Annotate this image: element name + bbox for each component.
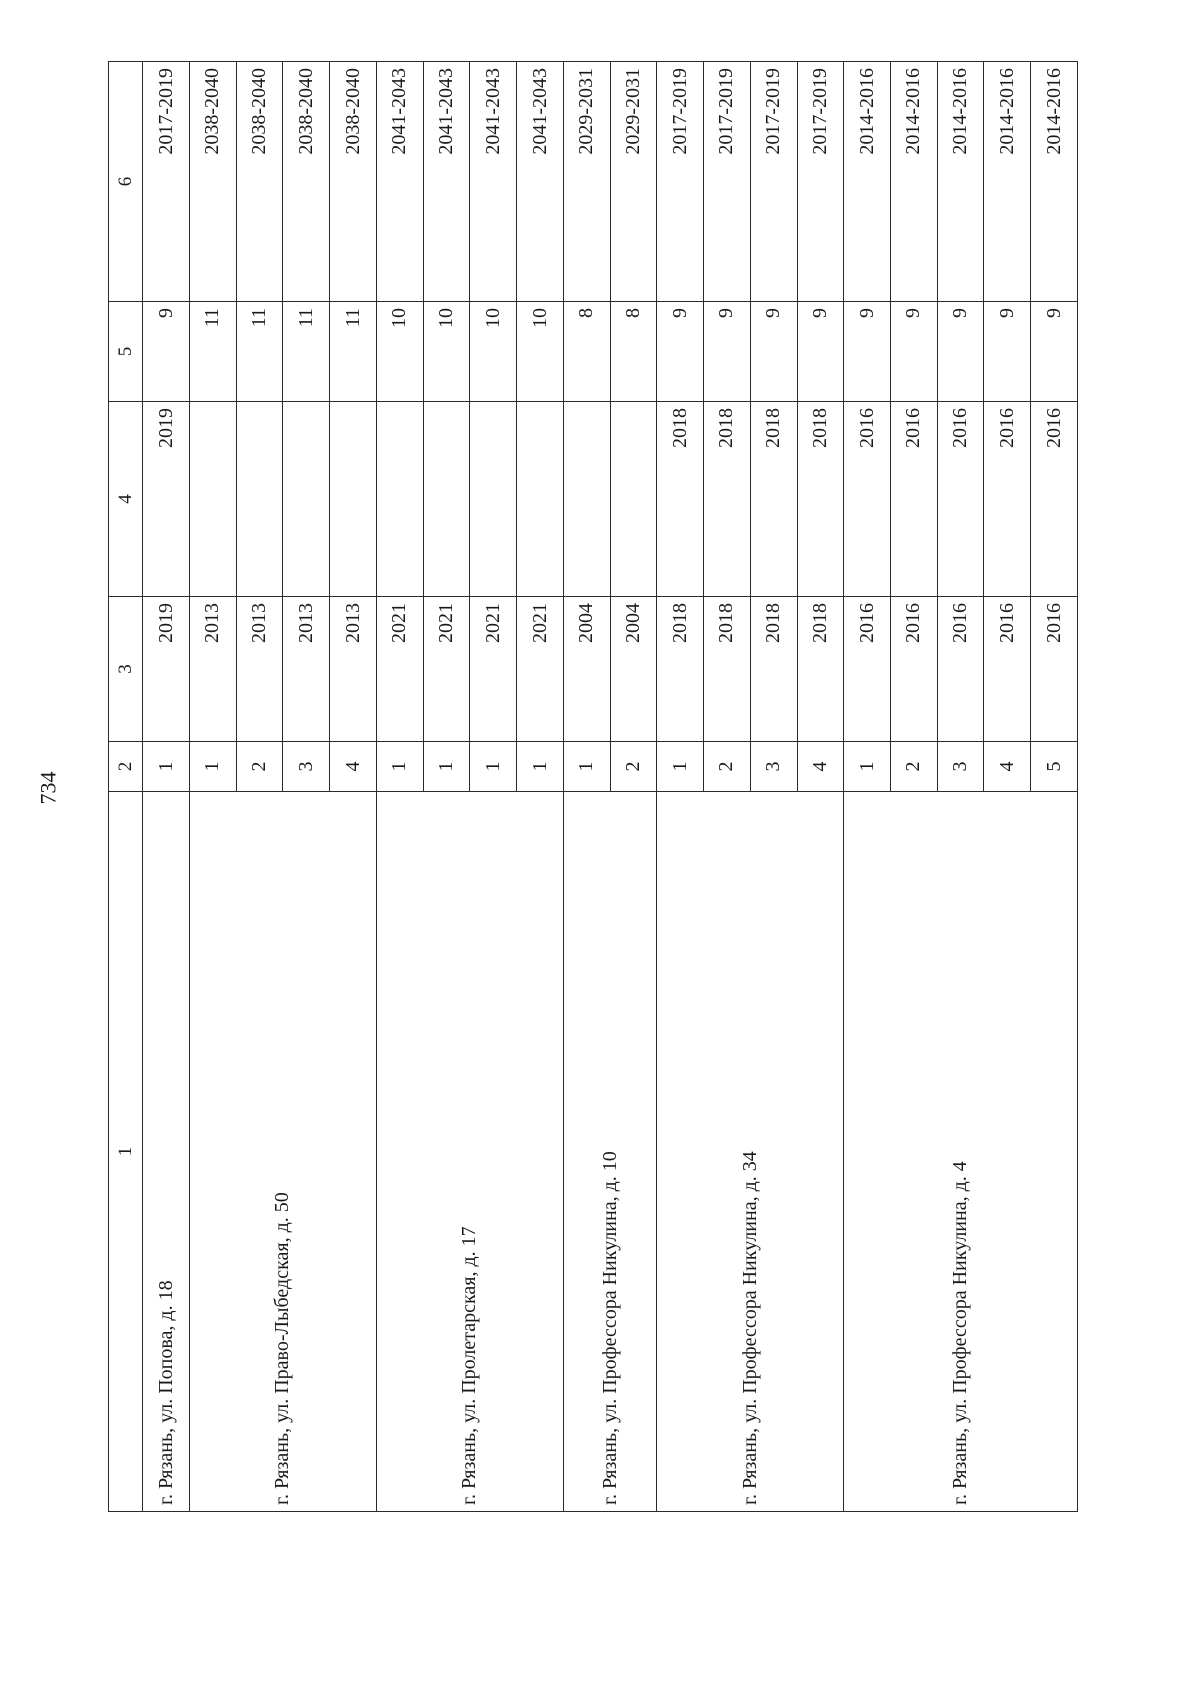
section-number-cell: 4 bbox=[984, 742, 1031, 792]
floors-cell: 10 bbox=[517, 302, 564, 402]
section-number-cell: 2 bbox=[891, 742, 938, 792]
repair-period-cell: 2017-2019 bbox=[143, 62, 190, 302]
year-last-repair-cell: 2016 bbox=[937, 402, 984, 597]
floors-cell: 11 bbox=[330, 302, 377, 402]
header-row bbox=[109, 62, 143, 1512]
floors-cell: 9 bbox=[937, 302, 984, 402]
floors-cell: 8 bbox=[610, 302, 657, 402]
floors-cell: 9 bbox=[750, 302, 797, 402]
year-last-repair-cell: 2016 bbox=[844, 402, 891, 597]
section-number-cell: 1 bbox=[517, 742, 564, 792]
year-built-cell: 2018 bbox=[657, 597, 704, 742]
address-cell: г. Рязань, ул. Пролетарская, д. 17 bbox=[376, 792, 563, 1512]
section-number-cell: 1 bbox=[423, 742, 470, 792]
floors-cell: 9 bbox=[704, 302, 751, 402]
repair-period-cell: 2041-2043 bbox=[423, 62, 470, 302]
section-number-cell: 5 bbox=[1031, 742, 1078, 792]
repair-period-cell: 2041-2043 bbox=[470, 62, 517, 302]
page-number: 734 bbox=[35, 771, 61, 805]
year-last-repair-cell bbox=[283, 402, 330, 597]
year-last-repair-cell: 2018 bbox=[704, 402, 751, 597]
year-last-repair-cell bbox=[190, 402, 237, 597]
repair-period-cell: 2017-2019 bbox=[704, 62, 751, 302]
section-number-cell: 2 bbox=[704, 742, 751, 792]
year-last-repair-cell bbox=[610, 402, 657, 597]
address-cell: г. Рязань, ул. Попова, д. 18 bbox=[143, 792, 190, 1512]
floors-cell: 11 bbox=[283, 302, 330, 402]
header-cell-2: 2 bbox=[109, 742, 143, 792]
section-number-cell: 1 bbox=[190, 742, 237, 792]
header-cell-6: 6 bbox=[109, 62, 143, 302]
floors-cell: 9 bbox=[143, 302, 190, 402]
address-cell: г. Рязань, ул. Профессора Никулина, д. 10 bbox=[563, 792, 656, 1512]
table-container bbox=[108, 62, 1078, 1512]
year-built-cell: 2021 bbox=[423, 597, 470, 742]
year-built-cell: 2021 bbox=[517, 597, 564, 742]
year-last-repair-cell bbox=[517, 402, 564, 597]
year-built-cell: 2004 bbox=[563, 597, 610, 742]
section-number-cell: 1 bbox=[376, 742, 423, 792]
year-built-cell: 2004 bbox=[610, 597, 657, 742]
year-built-cell: 2021 bbox=[376, 597, 423, 742]
header-cell-3: 3 bbox=[109, 597, 143, 742]
year-built-cell: 2013 bbox=[190, 597, 237, 742]
repair-period-cell: 2014-2016 bbox=[891, 62, 938, 302]
section-number-cell: 2 bbox=[610, 742, 657, 792]
floors-cell: 11 bbox=[236, 302, 283, 402]
year-built-cell: 2018 bbox=[704, 597, 751, 742]
repair-period-cell: 2017-2019 bbox=[797, 62, 844, 302]
year-last-repair-cell bbox=[423, 402, 470, 597]
year-built-cell: 2016 bbox=[844, 597, 891, 742]
year-built-cell: 2018 bbox=[750, 597, 797, 742]
section-number-cell: 1 bbox=[844, 742, 891, 792]
section-number-cell: 3 bbox=[937, 742, 984, 792]
year-built-cell: 2016 bbox=[891, 597, 938, 742]
year-last-repair-cell: 2016 bbox=[891, 402, 938, 597]
section-number-cell: 2 bbox=[236, 742, 283, 792]
year-built-cell: 2018 bbox=[797, 597, 844, 742]
table-row bbox=[844, 62, 891, 1512]
year-last-repair-cell: 2018 bbox=[750, 402, 797, 597]
repair-period-cell: 2029-2031 bbox=[610, 62, 657, 302]
year-built-cell: 2016 bbox=[984, 597, 1031, 742]
table-row bbox=[143, 62, 190, 1512]
repair-period-cell: 2038-2040 bbox=[283, 62, 330, 302]
floors-cell: 10 bbox=[423, 302, 470, 402]
address-cell: г. Рязань, ул. Профессора Никулина, д. 4 bbox=[844, 792, 1078, 1512]
section-number-cell: 3 bbox=[750, 742, 797, 792]
year-built-cell: 2016 bbox=[1031, 597, 1078, 742]
section-number-cell: 1 bbox=[563, 742, 610, 792]
floors-cell: 9 bbox=[891, 302, 938, 402]
floors-cell: 10 bbox=[376, 302, 423, 402]
section-number-cell: 4 bbox=[797, 742, 844, 792]
section-number-cell: 1 bbox=[143, 742, 190, 792]
repair-period-cell: 2041-2043 bbox=[517, 62, 564, 302]
repair-period-cell: 2017-2019 bbox=[657, 62, 704, 302]
floors-cell: 10 bbox=[470, 302, 517, 402]
repair-period-cell: 2014-2016 bbox=[844, 62, 891, 302]
header-cell-5: 5 bbox=[109, 302, 143, 402]
table-body bbox=[109, 62, 1078, 1512]
repair-period-cell: 2029-2031 bbox=[563, 62, 610, 302]
year-built-cell: 2013 bbox=[283, 597, 330, 742]
section-number-cell: 1 bbox=[470, 742, 517, 792]
table-row bbox=[376, 62, 423, 1512]
floors-cell: 9 bbox=[984, 302, 1031, 402]
year-built-cell: 2013 bbox=[236, 597, 283, 742]
repair-period-cell: 2038-2040 bbox=[330, 62, 377, 302]
section-number-cell: 4 bbox=[330, 742, 377, 792]
section-number-cell: 1 bbox=[657, 742, 704, 792]
repair-period-cell: 2017-2019 bbox=[750, 62, 797, 302]
data-table bbox=[108, 61, 1078, 1512]
header-cell-1: 1 bbox=[109, 792, 143, 1512]
year-last-repair-cell: 2018 bbox=[797, 402, 844, 597]
floors-cell: 11 bbox=[190, 302, 237, 402]
year-built-cell: 2021 bbox=[470, 597, 517, 742]
table-row bbox=[657, 62, 704, 1512]
year-built-cell: 2013 bbox=[330, 597, 377, 742]
year-last-repair-cell bbox=[236, 402, 283, 597]
floors-cell: 8 bbox=[563, 302, 610, 402]
floors-cell: 9 bbox=[797, 302, 844, 402]
year-last-repair-cell bbox=[376, 402, 423, 597]
year-last-repair-cell bbox=[563, 402, 610, 597]
repair-period-cell: 2014-2016 bbox=[1031, 62, 1078, 302]
year-built-cell: 2019 bbox=[143, 597, 190, 742]
repair-period-cell: 2038-2040 bbox=[190, 62, 237, 302]
repair-period-cell: 2014-2016 bbox=[984, 62, 1031, 302]
repair-period-cell: 2014-2016 bbox=[937, 62, 984, 302]
repair-period-cell: 2041-2043 bbox=[376, 62, 423, 302]
address-cell: г. Рязань, ул. Право-Лыбедская, д. 50 bbox=[190, 792, 377, 1512]
header-cell-4: 4 bbox=[109, 402, 143, 597]
floors-cell: 9 bbox=[657, 302, 704, 402]
year-last-repair-cell bbox=[330, 402, 377, 597]
year-built-cell: 2016 bbox=[937, 597, 984, 742]
table-row bbox=[190, 62, 237, 1512]
year-last-repair-cell: 2016 bbox=[984, 402, 1031, 597]
address-cell: г. Рязань, ул. Профессора Никулина, д. 34 bbox=[657, 792, 844, 1512]
year-last-repair-cell: 2019 bbox=[143, 402, 190, 597]
repair-period-cell: 2038-2040 bbox=[236, 62, 283, 302]
floors-cell: 9 bbox=[844, 302, 891, 402]
year-last-repair-cell: 2016 bbox=[1031, 402, 1078, 597]
table-row bbox=[563, 62, 610, 1512]
section-number-cell: 3 bbox=[283, 742, 330, 792]
year-last-repair-cell: 2018 bbox=[657, 402, 704, 597]
floors-cell: 9 bbox=[1031, 302, 1078, 402]
year-last-repair-cell bbox=[470, 402, 517, 597]
